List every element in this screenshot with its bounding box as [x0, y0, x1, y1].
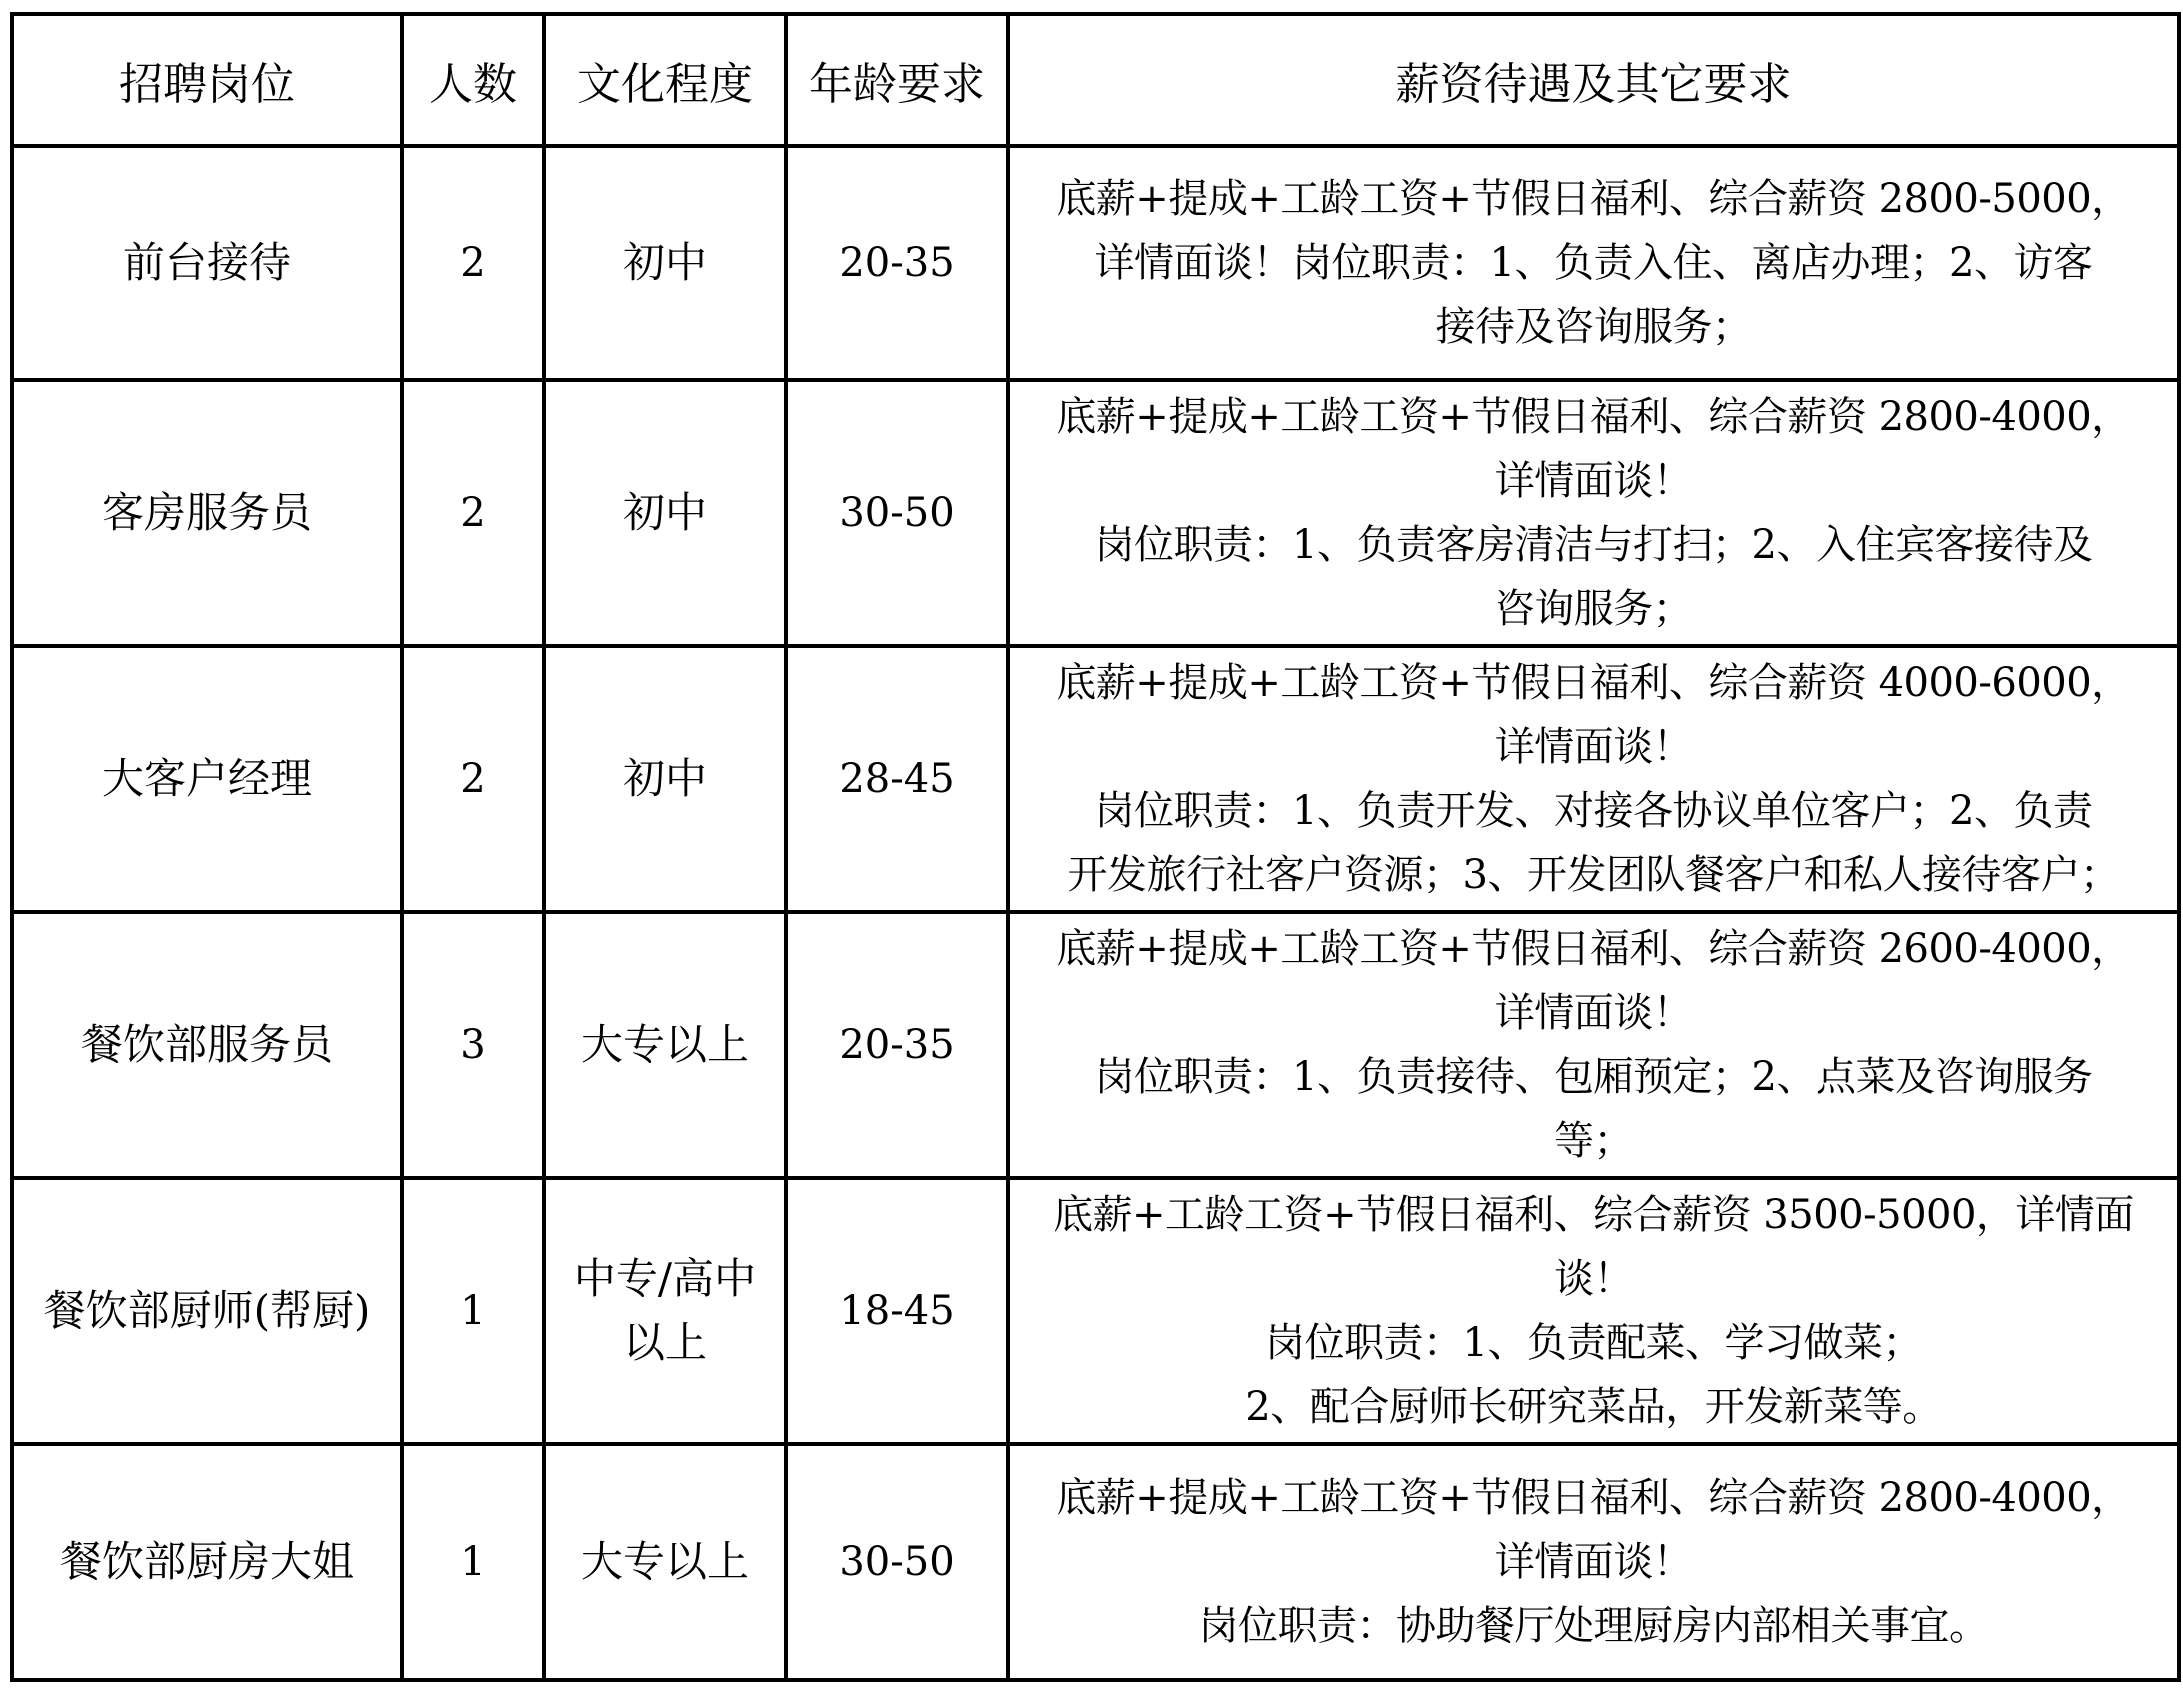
table-row	[12, 646, 2179, 912]
education-cell	[544, 1178, 786, 1444]
education-cell: 初中	[544, 146, 786, 380]
detail-line: 开发旅行社客户资源；3、开发团队餐客户和私人接待客户；	[1067, 852, 2120, 898]
table-row	[12, 912, 2179, 1178]
header-detail: 薪资待遇及其它要求	[1008, 14, 2179, 146]
table-row	[12, 380, 2179, 646]
detail-line: 底薪+提成+工龄工资+节假日福利、综合薪资 2600-4000，	[1056, 926, 2131, 972]
age-cell: 30-50	[786, 380, 1008, 646]
detail-cell	[1008, 1444, 2179, 1680]
count-cell: 1	[402, 1178, 544, 1444]
age-cell: 18-45	[786, 1178, 1008, 1444]
education-line: 以上	[622, 1318, 707, 1367]
detail-line: 底薪+提成+工龄工资+节假日福利、综合薪资 2800-4000，	[1056, 394, 2131, 440]
detail-line: 详情面谈！	[1494, 1539, 1693, 1585]
detail-line: 岗位职责：协助餐厅处理厨房内部相关事宜。	[1198, 1603, 1989, 1649]
position-cell: 前台接待	[12, 146, 402, 380]
header-position: 招聘岗位	[12, 14, 402, 146]
detail-line: 详情面谈！	[1494, 724, 1693, 770]
age-cell: 20-35	[786, 146, 1008, 380]
detail-line: 谈！	[1554, 1256, 1633, 1302]
detail-cell	[1008, 912, 2179, 1178]
age-cell: 20-35	[786, 912, 1008, 1178]
count-cell: 3	[402, 912, 544, 1178]
detail-line: 详情面谈！	[1494, 458, 1693, 504]
detail-line: 2、配合厨师长研究菜品，开发新菜等。	[1245, 1384, 1942, 1430]
position-cell: 餐饮部厨师(帮厨)	[12, 1178, 402, 1444]
education-cell: 初中	[544, 380, 786, 646]
count-cell: 1	[402, 1444, 544, 1680]
education-cell: 大专以上	[544, 912, 786, 1178]
detail-line: 详情面谈！	[1494, 990, 1693, 1036]
detail-line: 底薪+提成+工龄工资+节假日福利、综合薪资 2800-4000，	[1056, 1475, 2131, 1521]
position-cell: 客房服务员	[12, 380, 402, 646]
detail-line: 底薪+工龄工资+节假日福利、综合薪资 3500-5000，详情面	[1053, 1192, 2134, 1238]
header-count: 人数	[402, 14, 544, 146]
count-cell: 2	[402, 146, 544, 380]
header-education: 文化程度	[544, 14, 786, 146]
position-cell: 餐饮部厨房大姐	[12, 1444, 402, 1680]
detail-line: 详情面谈！岗位职责：1、负责入住、离店办理；2、访客	[1094, 240, 2093, 286]
detail-line: 岗位职责：1、负责接待、包厢预定；2、点菜及咨询服务	[1094, 1054, 2093, 1100]
table-row	[12, 1178, 2179, 1444]
header-row	[12, 14, 2179, 146]
table-row	[12, 146, 2179, 380]
detail-cell	[1008, 146, 2179, 380]
age-cell: 28-45	[786, 646, 1008, 912]
detail-line: 底薪+提成+工龄工资+节假日福利、综合薪资 2800-5000，	[1056, 176, 2131, 222]
detail-line: 岗位职责：1、负责配菜、学习做菜；	[1265, 1320, 1922, 1366]
detail-line: 接待及咨询服务；	[1435, 304, 1752, 350]
detail-cell	[1008, 646, 2179, 912]
position-cell: 大客户经理	[12, 646, 402, 912]
count-cell: 2	[402, 380, 544, 646]
age-cell: 30-50	[786, 1444, 1008, 1680]
detail-cell	[1008, 1178, 2179, 1444]
position-cell: 餐饮部服务员	[12, 912, 402, 1178]
detail-cell	[1008, 380, 2179, 646]
detail-line: 等；	[1554, 1118, 1633, 1164]
education-cell: 大专以上	[544, 1444, 786, 1680]
table-row	[12, 1444, 2179, 1680]
detail-line: 岗位职责：1、负责客房清洁与打扫；2、入住宾客接待及	[1094, 522, 2093, 568]
detail-line: 底薪+提成+工龄工资+节假日福利、综合薪资 4000-6000，	[1056, 660, 2131, 706]
count-cell: 2	[402, 646, 544, 912]
recruitment-table	[10, 12, 2181, 1682]
detail-line: 咨询服务；	[1494, 586, 1693, 632]
header-age: 年龄要求	[786, 14, 1008, 146]
detail-line: 岗位职责：1、负责开发、对接各协议单位客户；2、负责	[1094, 788, 2093, 834]
education-cell: 初中	[544, 646, 786, 912]
education-line: 中专/高中	[573, 1254, 757, 1303]
